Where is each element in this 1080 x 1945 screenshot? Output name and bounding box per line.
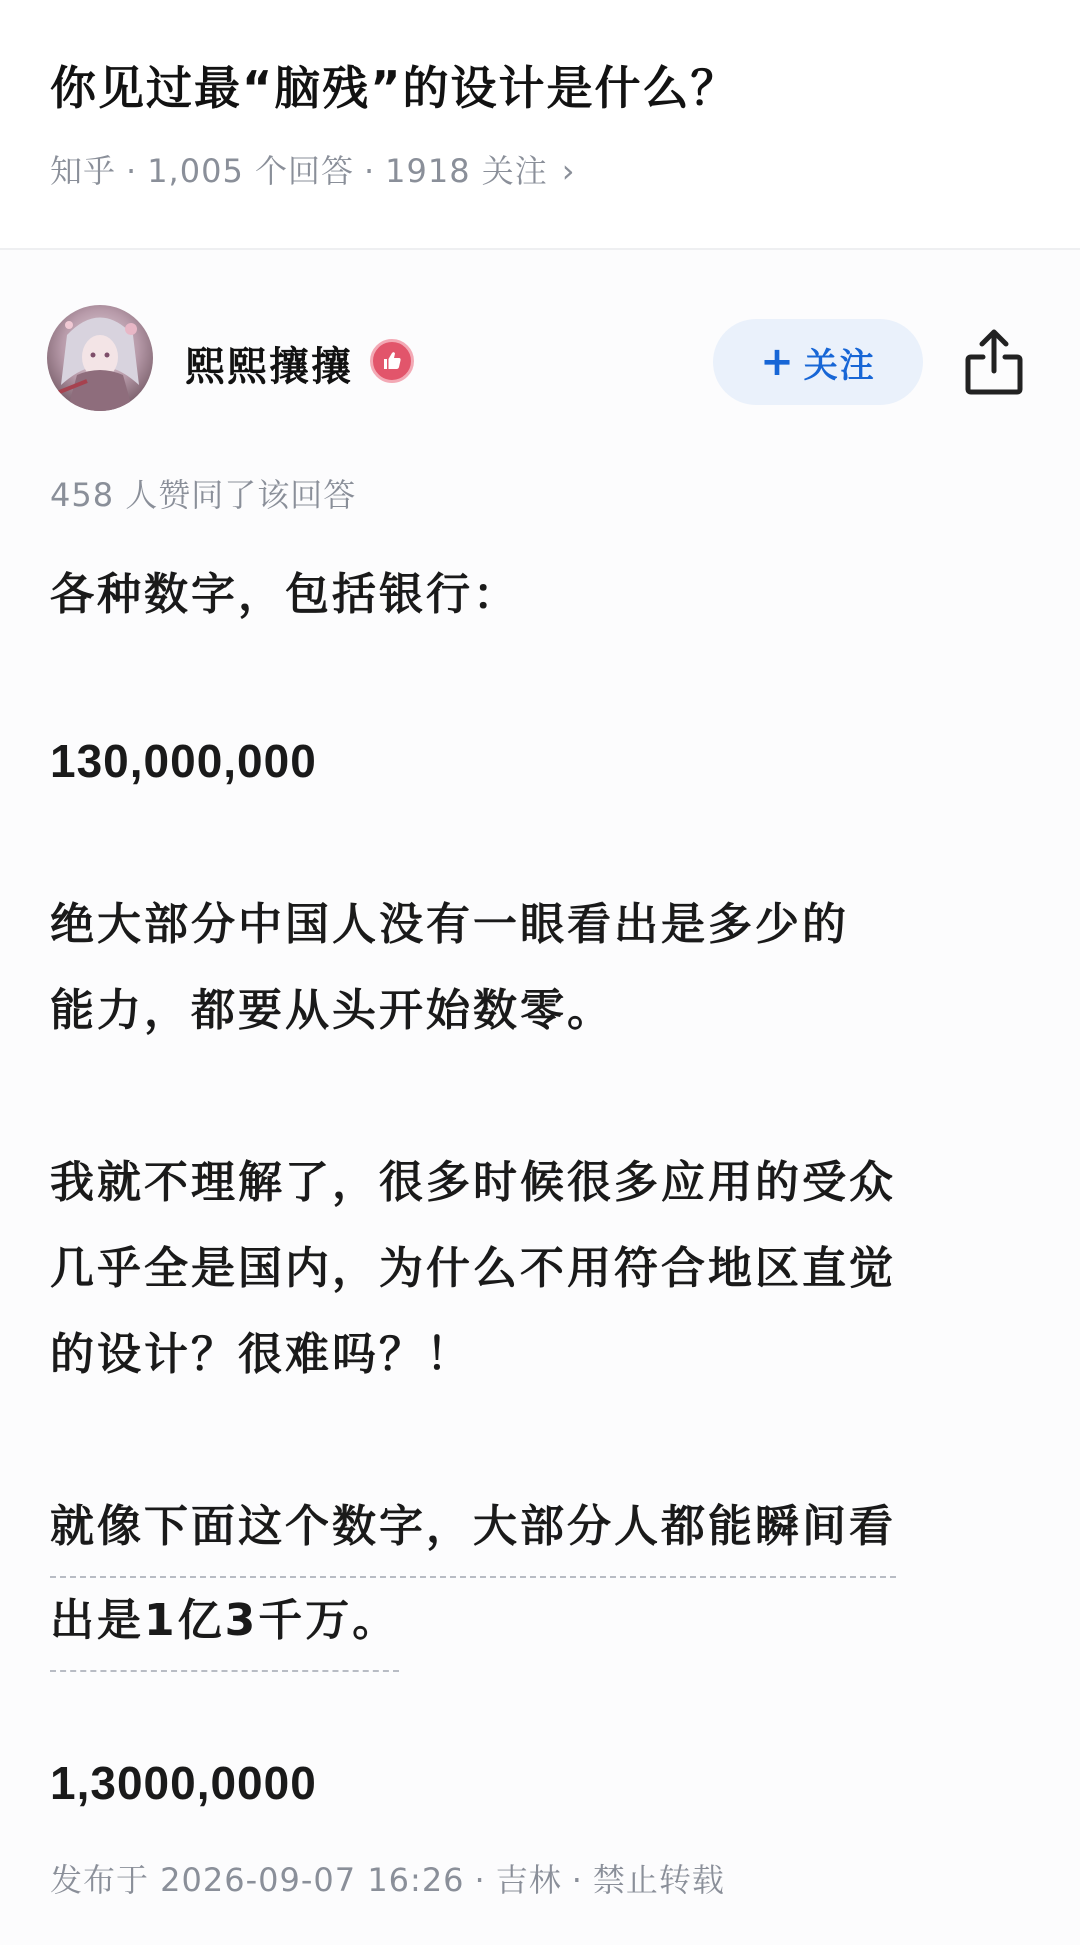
- location: 吉林: [495, 1861, 562, 1899]
- question-meta[interactable]: [50, 146, 576, 192]
- answer-line: 的设计？很难吗？！: [50, 1329, 473, 1380]
- author-row: [0, 305, 1080, 415]
- question-title[interactable]: 你见过最“脑残”的设计是什么？: [50, 61, 739, 115]
- share-icon: [963, 327, 1025, 397]
- answer-line: 能力，都要从头开始数零。: [50, 985, 614, 1036]
- underlined-line: 出是1亿3千万。: [50, 1578, 399, 1672]
- answer-paragraph: [50, 1140, 1040, 1398]
- underlined-line: 就像下面这个数字，大部分人都能瞬间看: [50, 1484, 896, 1578]
- answer-count: 1,005 个回答: [147, 152, 354, 190]
- plus-icon: +: [760, 339, 796, 385]
- follow-button[interactable]: [713, 319, 923, 405]
- answer-line: 我就不理解了，很多时候很多应用的受众: [50, 1157, 896, 1208]
- upvote-summary: 458 人赞同了该回答: [50, 476, 357, 514]
- chevron-right-icon: ›: [561, 152, 576, 190]
- answer-paragraph-highlighted[interactable]: [50, 1484, 1040, 1672]
- answer-number-chinese: 1,3000,0000: [50, 1757, 317, 1809]
- footer-separator: ·: [474, 1861, 486, 1899]
- follow-label: 关注: [803, 345, 876, 386]
- answer-footer: [50, 1855, 725, 1901]
- author-name[interactable]: 熙熙攘攘: [185, 344, 353, 390]
- answer-line: 绝大部分中国人没有一眼看出是多少的: [50, 899, 849, 950]
- footer-separator: ·: [571, 1861, 583, 1899]
- answer-paragraph: [50, 882, 1040, 1054]
- answer-number-western: 130,000,000: [50, 735, 317, 787]
- meta-separator: ·: [126, 152, 138, 190]
- copyright-notice: 禁止转载: [592, 1861, 725, 1899]
- share-button[interactable]: [963, 327, 1025, 397]
- avatar-image: [47, 305, 153, 411]
- answer-paragraph: 各种数字，包括银行：: [50, 569, 520, 620]
- thumbs-up-badge-icon: [370, 339, 414, 383]
- follower-count: 1918 关注: [385, 152, 548, 190]
- avatar[interactable]: [47, 305, 153, 411]
- publish-time: 发布于 2026-09-07 16:26: [50, 1861, 465, 1899]
- meta-separator: ·: [363, 152, 376, 190]
- source-label: 知乎: [50, 152, 117, 190]
- answer-line: 几乎全是国内，为什么不用符合地区直觉: [50, 1243, 896, 1294]
- question-header: [0, 0, 1080, 248]
